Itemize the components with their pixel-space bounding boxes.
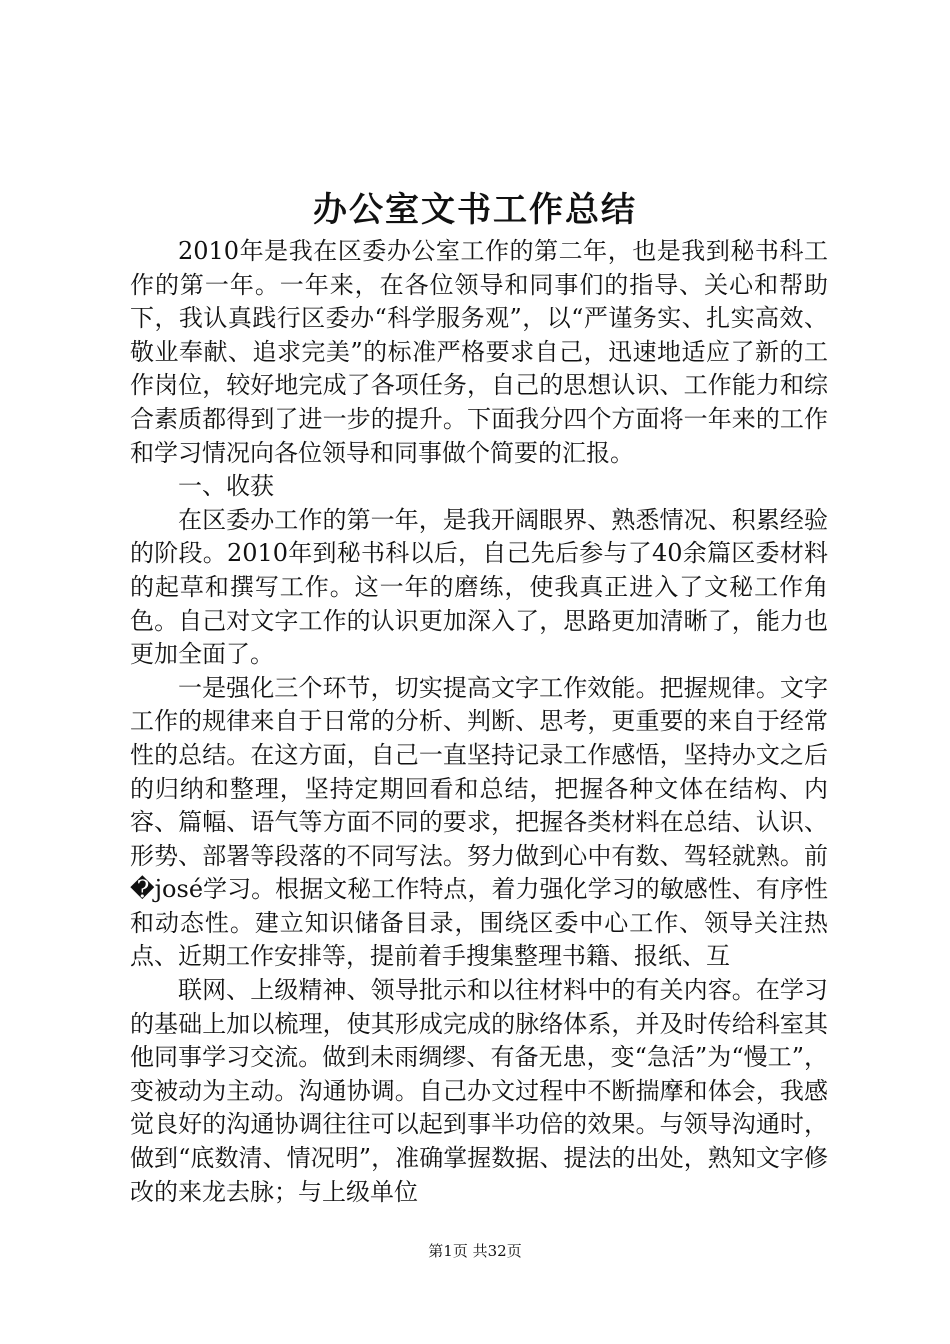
paragraph-continued: 联网、上级精神、领导批示和以往材料中的有关内容。在学习的基础上加以梳理，使其形成完成的脉络体系，并及时传给科室其他同事学习交流。做到未雨绸缪、有备无患，变“急活”为“慢工”，变被动为主动。沟通协调。自己办文过程中不断揣摩和体会，我感觉良好的沟通协调往往可以起到事半功倍的效果。与领导沟通时，做到“底数清、情况明”，准确掌握数据、提法的出处，熟知文字修改的来龙去脉；与上级单位 [130, 976, 828, 1206]
paragraph-gains: 在区委办工作的第一年，是我开阔眼界、熟悉情况、积累经验的阶段。2010年到秘书科以后，自己先后参与了40余篇区委材料的起草和撰写工作。这一年的磨练，使我真正进入了文秘工作角色。自己对文字工作的认识更加深入了，思路更加清晰了，能力也更加全面了。 [130, 505, 828, 669]
paragraph-intro: 2010年是我在区委办公室工作的第二年，也是我到秘书科工作的第一年。一年来，在各位领导和同事们的指导、关心和帮助下，我认真践行区委办“科学服务观”，以“严谨务实、扎实高效、敬业奉献、追求完美”的标准严格要求自己，迅速地适应了新的工作岗位，较好地完成了各项任务，自己的思想认识、工作能力和综合素质都得到了进一步的提升。下面我分四个方面将一年来的工作和学习情况向各位领导和同事做个简要的汇报。 [130, 237, 828, 467]
document-body [130, 235, 828, 1209]
section-heading-gains: 一、收获 [178, 472, 274, 501]
paragraph-point-one: 一是强化三个环节，切实提高文字工作效能。把握规律。文字工作的规律来自于日常的分析、判断、思考，更重要的来自于经常性的总结。在这方面，自己一直坚持记录工作感悟，坚持办文之后的归纳和整理，坚持定期回看和总结，把握各种文体在结构、内容、篇幅、语气等方面不同的要求，把握各类材料在总结、认识、形势、部署等段落的不同写法。努力做到心中有数、驾轻就熟。前�josé学习。根据文秘工作特点，着力强化学习的敏感性、有序性和动态性。建立知识储备目录，围绕区委中心工作、领导关注热点、近期工作安排等，提前着手搜集整理书籍、报纸、互 [130, 673, 828, 971]
document-title: 办公室文书工作总结 [313, 190, 637, 230]
page-footer: 第1页 共32页 [428, 1242, 522, 1260]
